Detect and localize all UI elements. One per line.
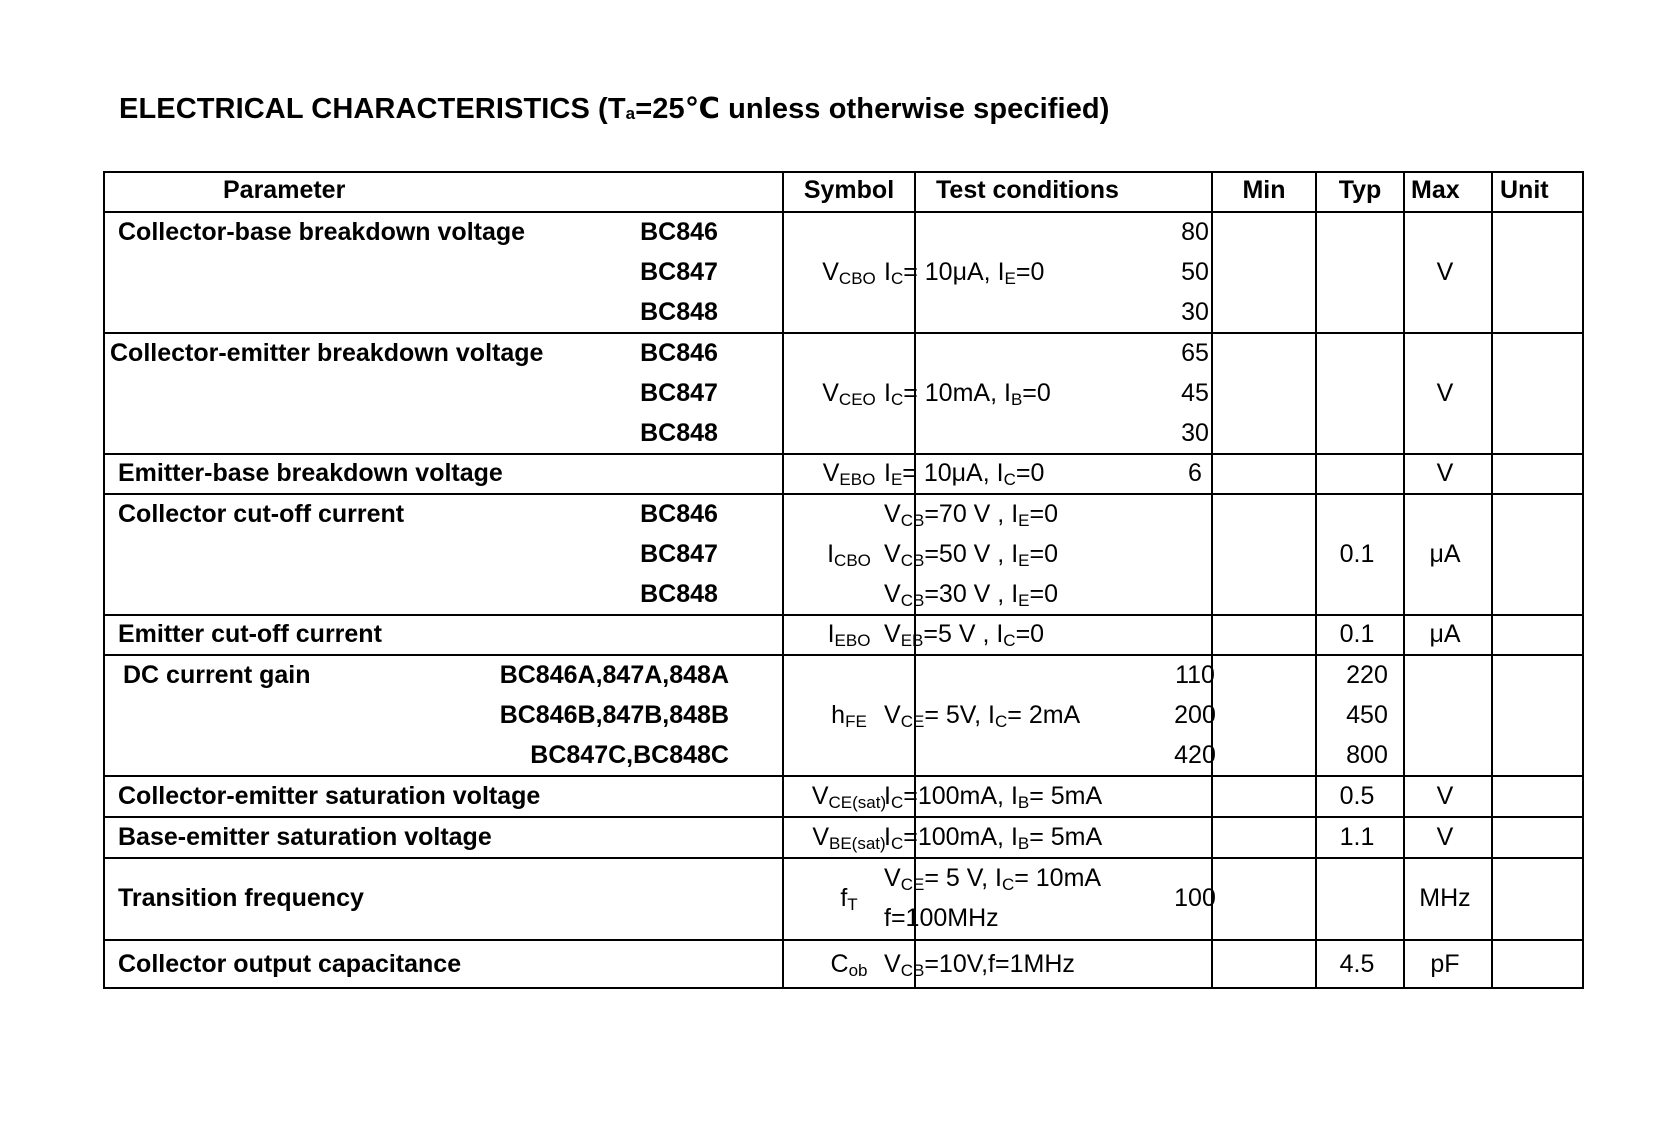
test-condition: $I_E= 10\mu A$, $I_C=0$ — [884, 459, 1045, 489]
test-condition: $I_C=100mA$, $I_B= 5mA$ — [884, 782, 1103, 812]
symbol: $V_{BE(sat)}$ — [812, 823, 886, 853]
header-parameter: Parameter — [223, 176, 346, 204]
page-title: ELECTRICAL CHARACTERISTICS ($T_a=25℃$ unless otherwise specified) — [119, 93, 1110, 125]
symbol: $V_{EBO}$ — [822, 459, 876, 489]
symbol: $f_T$ — [840, 884, 858, 914]
test-condition: $V_{CE}= 5$ V, $I_C= 10mA$ — [884, 864, 1102, 894]
min-value: 110 — [1175, 661, 1215, 689]
parameter-label: Base-emitter saturation voltage — [118, 823, 492, 851]
min-value: 420 — [1174, 741, 1216, 769]
max-value: 450 — [1346, 701, 1388, 729]
unit: V — [1436, 459, 1454, 487]
parameter-label: DC current gain — [123, 661, 311, 689]
min-value: 80 — [1181, 218, 1209, 246]
test-condition: $I_C=100mA$, $I_B= 5mA$ — [884, 823, 1103, 853]
symbol: $V_{CBO}$ — [822, 258, 876, 288]
parameter-label: Transition frequency — [118, 884, 364, 912]
test-condition: $V_{EB}=5$ V , $I_C=0$ — [884, 620, 1045, 650]
unit: V — [1436, 258, 1454, 286]
max-value: 1.1 — [1339, 823, 1375, 851]
test-condition: f=100MHz — [884, 904, 999, 932]
electrical-characteristics-table — [103, 171, 1584, 989]
max-value: 0.1 — [1339, 540, 1375, 568]
device-variant: BC847C,BC848C — [530, 741, 729, 769]
header-min: Min — [1242, 176, 1286, 204]
symbol: $V_{CEO}$ — [822, 379, 876, 409]
device-variant: BC846 — [640, 500, 718, 528]
max-value: 0.1 — [1339, 620, 1375, 648]
max-value: 220 — [1346, 661, 1388, 689]
test-condition: $V_{CB}=70$ V , $I_E=0$ — [884, 500, 1058, 530]
header-unit: Unit — [1500, 176, 1549, 204]
min-value: 6 — [1188, 459, 1202, 487]
test-condition: $V_{CE}= 5V$, $I_C= 2mA$ — [884, 701, 1081, 731]
min-value: 30 — [1181, 298, 1209, 326]
min-value: 45 — [1181, 379, 1209, 407]
unit: μA — [1429, 620, 1461, 648]
table-grid-lines — [103, 171, 1584, 989]
device-variant: BC847 — [640, 258, 718, 286]
header-test-conditions: Test conditions — [936, 176, 1119, 204]
min-value: 65 — [1181, 339, 1209, 367]
device-variant: BC846B,847B,848B — [499, 701, 729, 729]
min-value: 100 — [1174, 884, 1216, 912]
min-value: 50 — [1181, 258, 1209, 286]
device-variant: BC846 — [640, 218, 718, 246]
unit: V — [1436, 782, 1454, 810]
min-value: 200 — [1174, 701, 1216, 729]
device-variant: BC848 — [640, 419, 718, 447]
max-value: 800 — [1346, 741, 1388, 769]
device-variant: BC847 — [640, 379, 718, 407]
parameter-label: Collector-emitter breakdown voltage — [110, 339, 544, 367]
max-value: 4.5 — [1339, 950, 1375, 978]
test-condition: $I_C= 10\mu A$, $I_E=0$ — [884, 258, 1045, 288]
symbol: $h_{FE}$ — [831, 701, 867, 731]
unit: pF — [1430, 950, 1460, 978]
device-variant: BC846 — [640, 339, 718, 367]
unit: μA — [1429, 540, 1461, 568]
symbol: $V_{CE(sat)}$ — [811, 782, 887, 812]
symbol: $C_{ob}$ — [830, 950, 868, 980]
device-variant: BC847 — [640, 540, 718, 568]
unit: V — [1436, 379, 1454, 407]
device-variant: BC848 — [640, 298, 718, 326]
header-max: Max — [1411, 176, 1460, 204]
symbol: $I_{CBO}$ — [827, 540, 871, 570]
test-condition: $V_{CB}=30$ V , $I_E=0$ — [884, 580, 1058, 610]
header-symbol: Symbol — [803, 176, 895, 204]
parameter-label: Collector-emitter saturation voltage — [118, 782, 541, 810]
parameter-label: Emitter-base breakdown voltage — [118, 459, 503, 487]
test-condition: $I_C= 10mA$, $I_B=0$ — [884, 379, 1051, 409]
header-typ: Typ — [1338, 176, 1382, 204]
min-value: 30 — [1181, 419, 1209, 447]
parameter-label: Collector output capacitance — [118, 950, 462, 978]
device-variant: BC846A,847A,848A — [499, 661, 729, 689]
parameter-label: Emitter cut-off current — [118, 620, 382, 648]
parameter-label: Collector cut-off current — [118, 500, 405, 528]
unit: MHz — [1419, 884, 1471, 912]
device-variant: BC848 — [640, 580, 718, 608]
parameter-label: Collector-base breakdown voltage — [118, 218, 526, 246]
symbol: $I_{EBO}$ — [827, 620, 871, 650]
test-condition: $V_{CB}=50$ V , $I_E=0$ — [884, 540, 1058, 570]
unit: V — [1436, 823, 1454, 851]
max-value: 0.5 — [1339, 782, 1375, 810]
test-condition: $V_{CB}=10V,f=1MHz$ — [884, 950, 1075, 980]
